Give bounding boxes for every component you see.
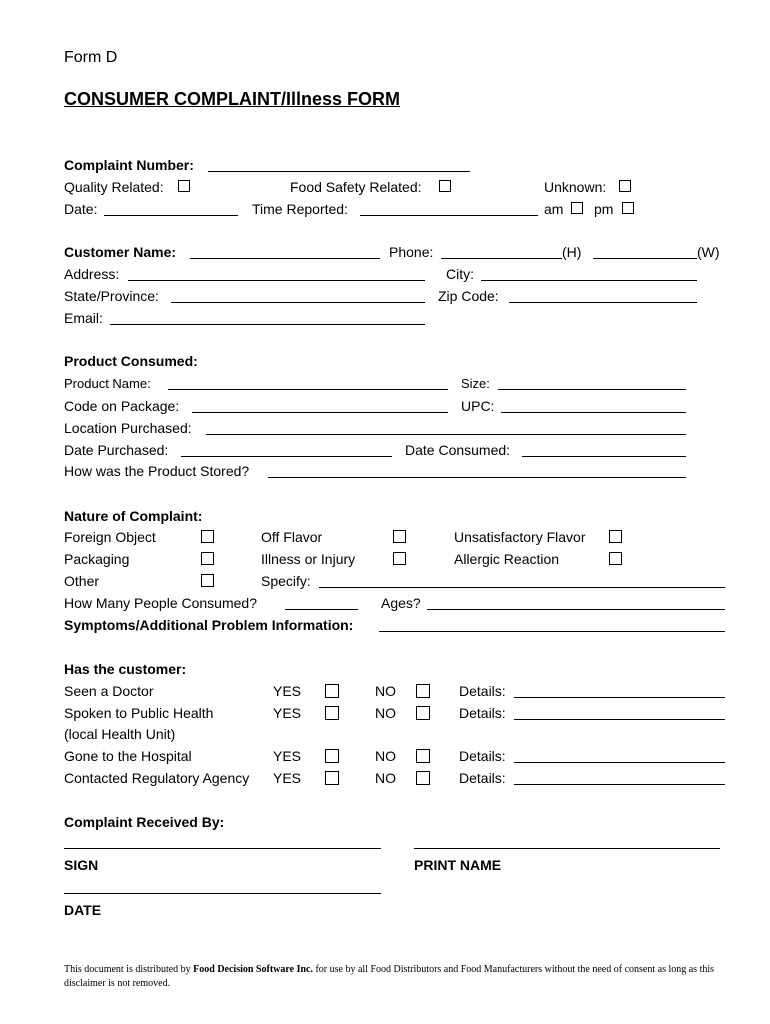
size-field[interactable] (498, 389, 686, 390)
date-signed-label: DATE (64, 902, 102, 918)
off-flavor-checkbox[interactable] (393, 530, 406, 543)
quality-related-label: Quality Related: (64, 179, 164, 195)
symptoms-label: Symptoms/Additional Problem Information: (64, 617, 354, 633)
public-health-no-label: NO (375, 705, 396, 721)
state-field[interactable] (171, 302, 425, 303)
public-health-details-field[interactable] (514, 719, 725, 720)
doctor-no-label: NO (375, 683, 396, 699)
state-label: State/Province: (64, 288, 159, 304)
date-purchased-label: Date Purchased: (64, 442, 169, 458)
stored-field[interactable] (268, 477, 686, 478)
am-checkbox[interactable] (571, 202, 583, 214)
illness-injury-label: Illness or Injury (261, 551, 356, 567)
other-label: Other (64, 573, 100, 589)
code-label: Code on Package: (64, 398, 180, 414)
zip-field[interactable] (509, 302, 697, 303)
customer-name-label: Customer Name: (64, 244, 177, 260)
hospital-label: Gone to the Hospital (64, 748, 192, 764)
unsatisfactory-flavor-label: Unsatisfactory Flavor (454, 529, 586, 545)
regulatory-details-field[interactable] (514, 784, 725, 785)
product-name-field[interactable] (168, 389, 448, 390)
footer-prefix: This document is distributed by (64, 964, 194, 975)
doctor-label: Seen a Doctor (64, 683, 154, 699)
public-health-yes-checkbox[interactable] (325, 706, 339, 720)
city-field[interactable] (481, 280, 697, 281)
date-signed-field[interactable] (64, 893, 381, 894)
regulatory-details-label: Details: (459, 770, 506, 786)
doctor-yes-label: YES (273, 683, 302, 699)
upc-field[interactable] (501, 412, 686, 413)
unsatisfactory-flavor-checkbox[interactable] (609, 530, 622, 543)
doctor-no-checkbox[interactable] (416, 684, 430, 698)
address-label: Address: (64, 266, 120, 282)
stored-label: How was the Product Stored? (64, 463, 250, 479)
email-label: Email: (64, 310, 103, 326)
symptoms-field[interactable] (379, 631, 725, 632)
allergic-reaction-checkbox[interactable] (609, 552, 622, 565)
public-health-yes-label: YES (273, 705, 302, 721)
sign-label: SIGN (64, 857, 99, 873)
footer-disclaimer (64, 963, 714, 991)
email-field[interactable] (110, 324, 425, 325)
date-consumed-field[interactable] (522, 456, 686, 457)
upc-label: UPC: (461, 398, 495, 414)
people-consumed-label: How Many People Consumed? (64, 595, 257, 611)
zip-label: Zip Code: (438, 288, 499, 304)
regulatory-yes-checkbox[interactable] (325, 771, 339, 785)
location-label: Location Purchased: (64, 420, 192, 436)
time-reported-field[interactable] (360, 215, 538, 216)
foreign-object-label: Foreign Object (64, 529, 156, 545)
packaging-checkbox[interactable] (201, 552, 214, 565)
received-heading: Complaint Received By: (64, 814, 225, 830)
unknown-checkbox[interactable] (619, 180, 631, 192)
code-field[interactable] (192, 412, 448, 413)
phone-work-label: (W) (697, 244, 720, 260)
city-label: City: (446, 266, 474, 282)
other-checkbox[interactable] (201, 574, 214, 587)
food-safety-checkbox[interactable] (439, 180, 451, 192)
date-field[interactable] (104, 215, 238, 216)
hospital-no-checkbox[interactable] (416, 749, 430, 763)
food-safety-label: Food Safety Related: (290, 179, 422, 195)
doctor-details-field[interactable] (514, 697, 725, 698)
print-name-label: PRINT NAME (414, 857, 502, 873)
customer-actions-heading: Has the customer: (64, 661, 187, 677)
illness-injury-checkbox[interactable] (393, 552, 406, 565)
footer-company: Food Decision Software Inc. (193, 964, 313, 975)
date-consumed-label: Date Consumed: (405, 442, 511, 458)
hospital-yes-label: YES (273, 748, 302, 764)
regulatory-no-checkbox[interactable] (416, 771, 430, 785)
regulatory-yes-label: YES (273, 770, 302, 786)
footer-suffix: for use by all Food Distributors and Food Manufacturers without the need of consent as long as this disclaimer is not removed. (64, 964, 715, 989)
ages-label: Ages? (381, 595, 421, 611)
regulatory-no-label: NO (375, 770, 396, 786)
doctor-details-label: Details: (459, 683, 506, 699)
packaging-label: Packaging (64, 551, 130, 567)
unknown-label: Unknown: (544, 179, 607, 195)
off-flavor-label: Off Flavor (261, 529, 323, 545)
phone-home-field[interactable] (441, 258, 562, 259)
phone-home-label: (H) (562, 244, 582, 260)
specify-field[interactable] (319, 587, 725, 588)
allergic-reaction-label: Allergic Reaction (454, 551, 560, 567)
customer-name-field[interactable] (190, 258, 380, 259)
regulatory-label: Contacted Regulatory Agency (64, 770, 250, 786)
quality-related-checkbox[interactable] (178, 180, 190, 192)
complaint-number-field[interactable] (208, 171, 470, 172)
complaint-number-label: Complaint Number: (64, 157, 194, 173)
public-health-no-checkbox[interactable] (416, 706, 430, 720)
time-reported-label: Time Reported: (252, 201, 348, 217)
size-label: Size: (461, 376, 490, 391)
hospital-yes-checkbox[interactable] (325, 749, 339, 763)
public-health-details-label: Details: (459, 705, 506, 721)
phone-work-field[interactable] (593, 258, 697, 259)
am-label: am (544, 201, 564, 217)
form-title: CONSUMER COMPLAINT/Illness FORM (64, 89, 401, 109)
people-consumed-field[interactable] (285, 609, 358, 610)
location-field[interactable] (206, 434, 686, 435)
date-purchased-field[interactable] (181, 456, 392, 457)
pm-label: pm (594, 201, 614, 217)
hospital-details-field[interactable] (514, 762, 725, 763)
form-id: Form D (64, 49, 118, 66)
product-name-label: Product Name: (64, 376, 151, 391)
address-field[interactable] (128, 280, 425, 281)
foreign-object-checkbox[interactable] (201, 530, 214, 543)
hospital-details-label: Details: (459, 748, 506, 764)
specify-label: Specify: (261, 573, 311, 589)
nature-heading: Nature of Complaint: (64, 508, 203, 524)
print-name-field[interactable] (414, 848, 720, 849)
public-health-label: Spoken to Public Health (64, 705, 214, 721)
hospital-no-label: NO (375, 748, 396, 764)
product-heading: Product Consumed: (64, 353, 198, 369)
sign-field[interactable] (64, 848, 381, 849)
pm-checkbox[interactable] (622, 202, 634, 214)
ages-field[interactable] (427, 609, 725, 610)
date-label: Date: (64, 201, 98, 217)
public-health-note: (local Health Unit) (64, 726, 176, 742)
doctor-yes-checkbox[interactable] (325, 684, 339, 698)
phone-label: Phone: (389, 244, 434, 260)
